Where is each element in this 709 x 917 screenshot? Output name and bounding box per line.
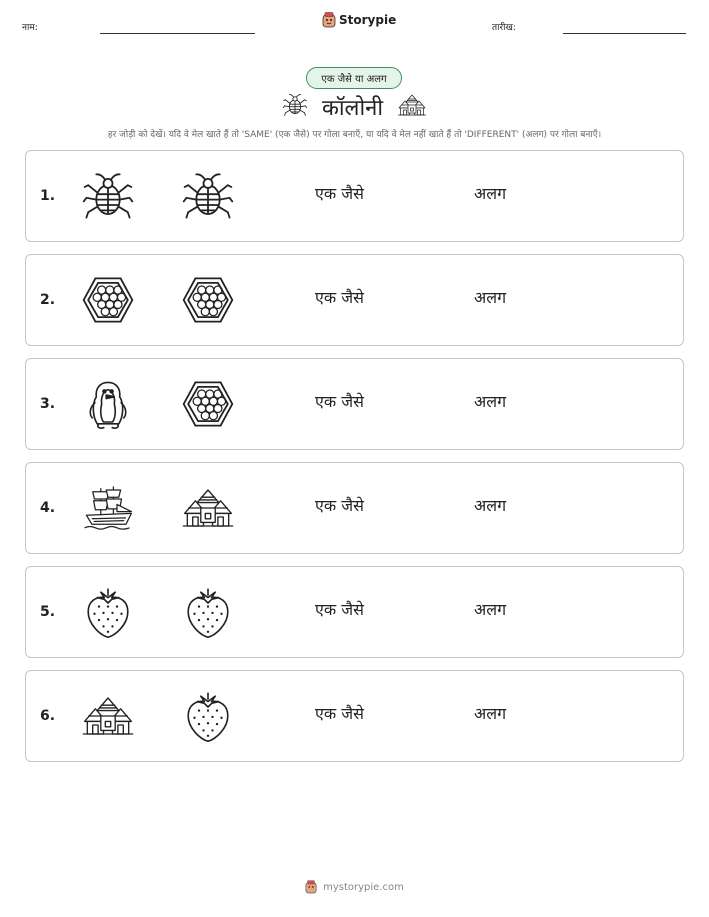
footer: [0, 880, 709, 894]
different-option[interactable]: अलग: [474, 496, 507, 515]
bug-icon: [81, 169, 135, 223]
different-option[interactable]: अलग: [474, 600, 507, 619]
honeycomb-icon: [181, 377, 235, 431]
question-row: [25, 566, 684, 658]
worksheet-type-badge: एक जैसे या अलग: [306, 67, 402, 89]
question-row: [25, 254, 684, 346]
question-number: 6.: [40, 708, 56, 724]
hut-colony-icon: [81, 689, 135, 743]
different-option[interactable]: अलग: [474, 392, 507, 411]
strawberry-icon: [181, 689, 235, 743]
strawberry-icon: [181, 585, 235, 639]
hut-colony-icon: [397, 92, 427, 122]
storypie-mascot-icon: [305, 880, 317, 894]
name-field-line[interactable]: [100, 33, 255, 34]
different-option[interactable]: अलग: [474, 288, 507, 307]
hut-colony-icon: [181, 481, 235, 535]
page-title: कॉलोनी: [321, 96, 384, 121]
same-option[interactable]: एक जैसे: [315, 704, 364, 723]
same-option[interactable]: एक जैसे: [315, 288, 364, 307]
question-number: 5.: [40, 604, 56, 620]
same-option[interactable]: एक जैसे: [315, 392, 364, 411]
date-label: तारीख:: [492, 23, 516, 33]
instructions: हर जोड़ी को देखें। यदि वे मेल खाते हैं तो 'SAME' (एक जैसे) पर गोला बनाएँ, या यदि वे मेल नहीं खाते हैं तो 'DIFFERENT' (अलग) पर गोला बनाएँ।: [107, 130, 602, 140]
question-number: 1.: [40, 188, 56, 204]
same-option[interactable]: एक जैसे: [315, 496, 364, 515]
different-option[interactable]: अलग: [474, 184, 507, 203]
question-number: 3.: [40, 396, 56, 412]
bug-icon: [282, 92, 308, 122]
date-field-line[interactable]: [563, 33, 686, 34]
question-row: [25, 358, 684, 450]
ship-icon: [81, 481, 135, 535]
question-number: 4.: [40, 500, 56, 516]
question-row: [25, 462, 684, 554]
name-label: नाम:: [22, 23, 38, 33]
question-number: 2.: [40, 292, 56, 308]
penguin-icon: [81, 377, 135, 431]
footer-url: mystorypie.com: [323, 881, 404, 893]
question-row: [25, 150, 684, 242]
same-option[interactable]: एक जैसे: [315, 600, 364, 619]
question-row: [25, 670, 684, 762]
different-option[interactable]: अलग: [474, 704, 507, 723]
strawberry-icon: [81, 585, 135, 639]
brand-logo: [322, 12, 396, 28]
bug-icon: [181, 169, 235, 223]
storypie-mascot-icon: [322, 12, 336, 28]
honeycomb-icon: [81, 273, 135, 327]
same-option[interactable]: एक जैसे: [315, 184, 364, 203]
brand-name: Storypie: [339, 13, 397, 27]
honeycomb-icon: [181, 273, 235, 327]
title-row: [0, 92, 709, 122]
